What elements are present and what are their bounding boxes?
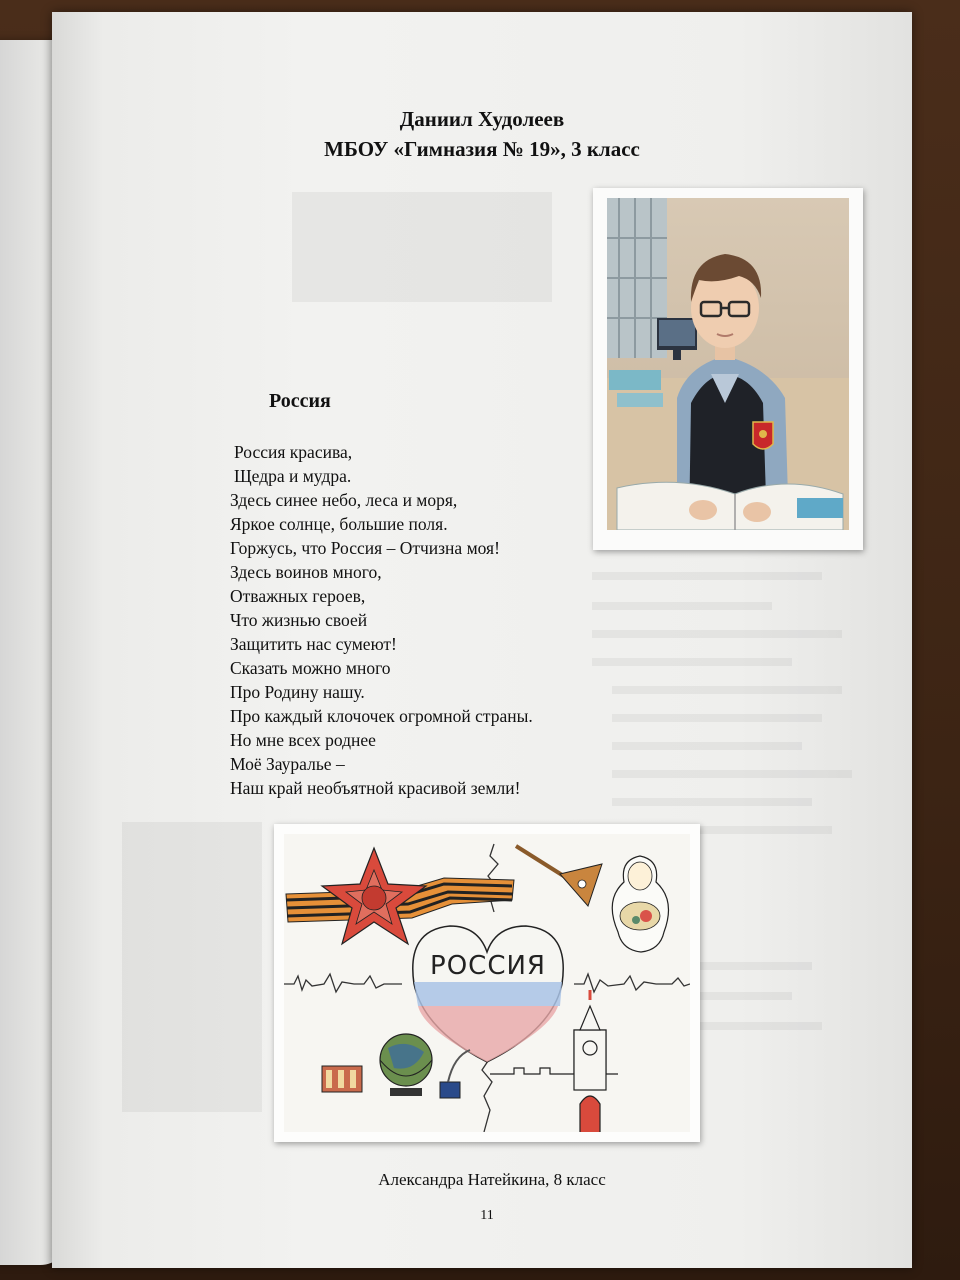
- drawing-caption: Александра Натейкина, 8 класс: [378, 1170, 606, 1189]
- poem-line: Отважных героев,: [230, 586, 366, 606]
- poem-line: Горжусь, что Россия – Отчизна моя!: [230, 538, 500, 558]
- poem-line: Но мне всех роднее: [230, 730, 376, 750]
- russia-drawing: [284, 834, 690, 1132]
- author-photo: [593, 188, 863, 550]
- poem-line: Про каждый клочочек огромной страны.: [230, 706, 533, 726]
- author-name: Даниил Худолеев: [399, 107, 565, 131]
- poem-line: Щедра и мудра.: [234, 466, 352, 486]
- poem-line: Здесь синее небо, леса и моря,: [230, 490, 458, 510]
- poem-line: Наш край необъятной красивой земли!: [230, 778, 521, 798]
- poem-line: Защитить нас сумеют!: [230, 634, 397, 654]
- poem-line: Россия красива,: [234, 442, 353, 462]
- boy-reading-photo: [607, 198, 849, 530]
- poem-line: Здесь воинов много,: [230, 562, 382, 582]
- school-name: МБОУ «Гимназия № 19», 3 класс: [324, 137, 640, 161]
- page-number: 11: [480, 1208, 494, 1223]
- child-drawing: [274, 824, 700, 1142]
- poem-line: Яркое солнце, большие поля.: [230, 514, 448, 534]
- poem-text: [230, 440, 533, 800]
- poem-line: Моё Зауралье –: [230, 754, 345, 774]
- poem-line: Что жизнью своей: [230, 610, 368, 630]
- heart-label: РОССИЯ: [430, 951, 546, 981]
- page-header: [52, 104, 912, 164]
- poem-title: Россия: [269, 390, 331, 412]
- poem-line: Про Родину нашу.: [230, 682, 365, 702]
- booklet-page: [52, 12, 912, 1268]
- poem-line: Сказать можно много: [230, 658, 391, 678]
